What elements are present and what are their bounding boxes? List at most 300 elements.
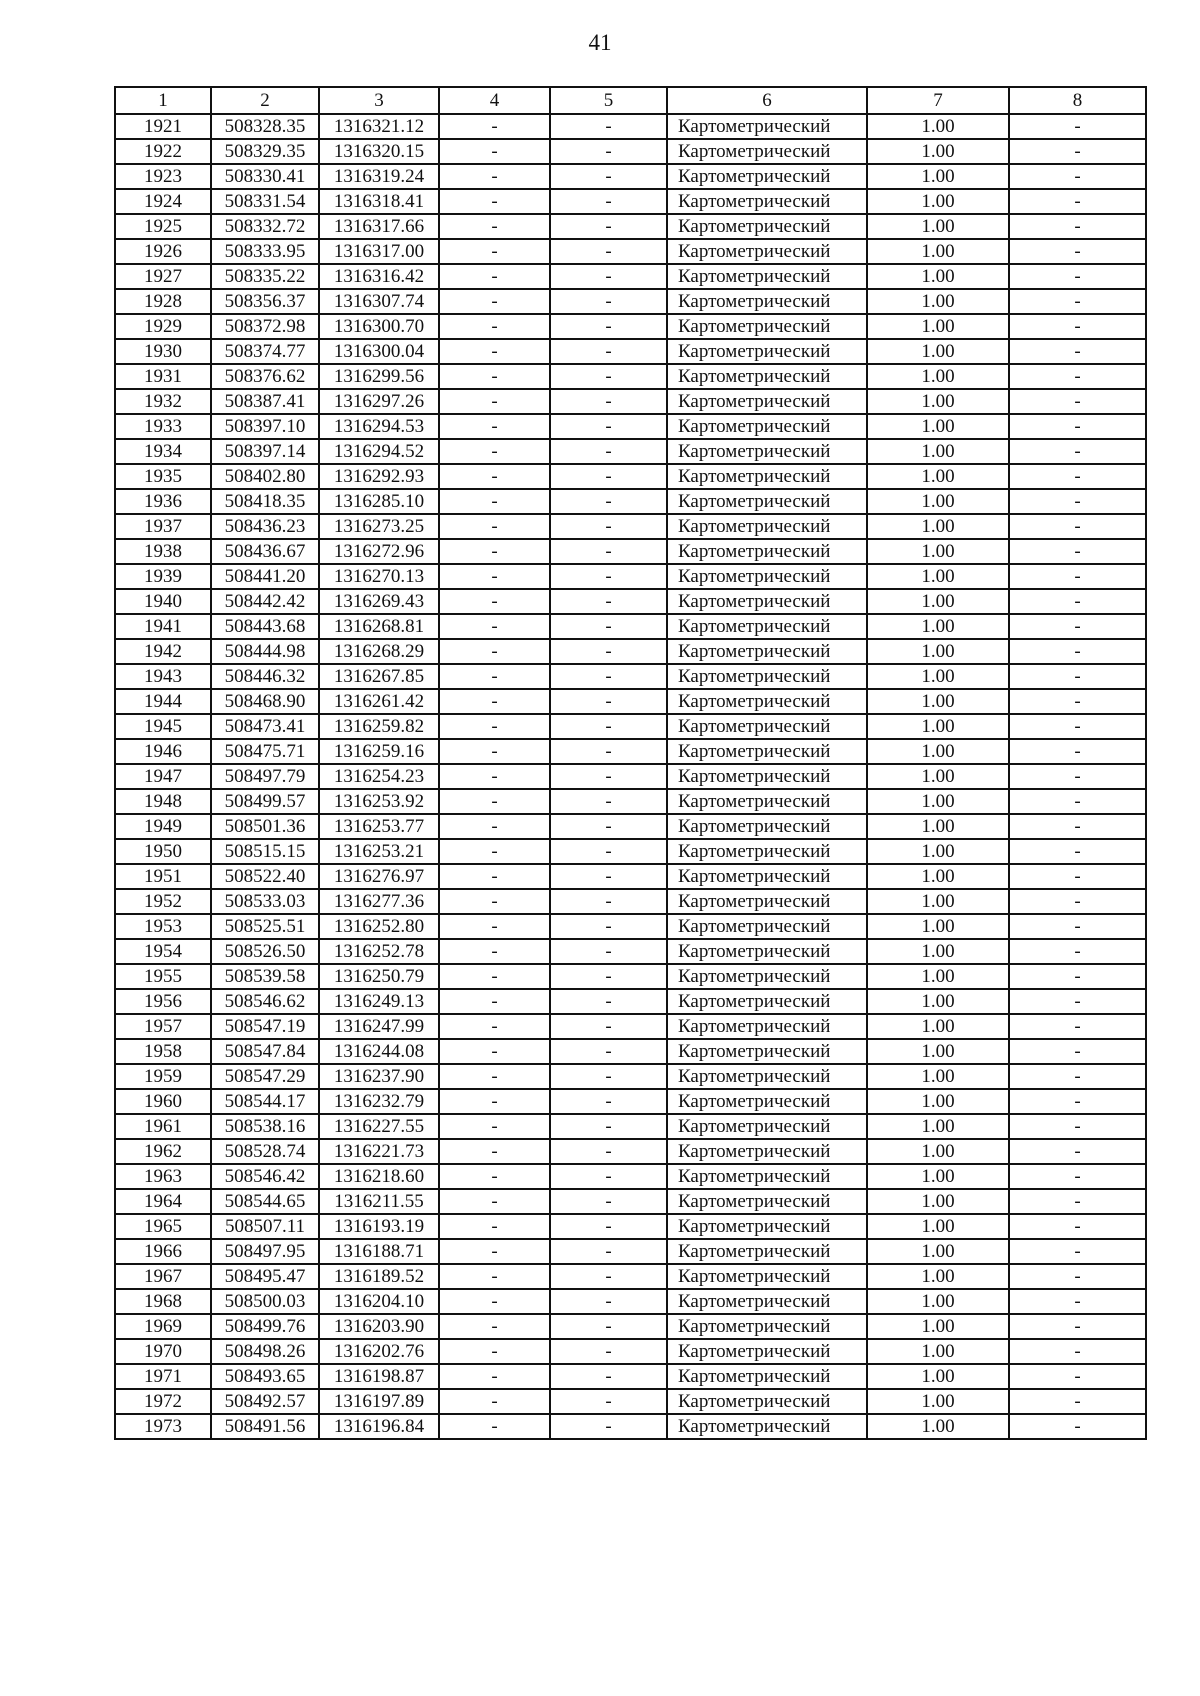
y-coordinate-cell: 1316254.23 [319, 764, 439, 789]
method-cell: Картометрический [667, 1139, 867, 1164]
x-coordinate-cell: 508329.35 [211, 139, 319, 164]
table-row [115, 989, 1146, 1014]
col8-cell: - [1009, 539, 1146, 564]
x-coordinate-cell: 508475.71 [211, 739, 319, 764]
method-cell: Картометрический [667, 1314, 867, 1339]
col4-cell: - [439, 489, 550, 514]
accuracy-cell: 1.00 [867, 839, 1009, 864]
col5-cell: - [550, 564, 667, 589]
col5-cell: - [550, 789, 667, 814]
method-cell: Картометрический [667, 839, 867, 864]
accuracy-cell: 1.00 [867, 889, 1009, 914]
accuracy-cell: 1.00 [867, 664, 1009, 689]
x-coordinate-cell: 508544.65 [211, 1189, 319, 1214]
col8-cell: - [1009, 739, 1146, 764]
col8-cell: - [1009, 1264, 1146, 1289]
point-number-cell: 1970 [115, 1339, 211, 1364]
point-number-cell: 1961 [115, 1114, 211, 1139]
method-cell: Картометрический [667, 214, 867, 239]
method-cell: Картометрический [667, 1114, 867, 1139]
point-number-cell: 1964 [115, 1189, 211, 1214]
point-number-cell: 1936 [115, 489, 211, 514]
accuracy-cell: 1.00 [867, 1064, 1009, 1089]
col5-cell: - [550, 189, 667, 214]
col8-cell: - [1009, 1389, 1146, 1414]
x-coordinate-cell: 508507.11 [211, 1214, 319, 1239]
table-row [115, 764, 1146, 789]
col4-cell: - [439, 114, 550, 139]
point-number-cell: 1955 [115, 964, 211, 989]
x-coordinate-cell: 508402.80 [211, 464, 319, 489]
col8-cell: - [1009, 214, 1146, 239]
col8-cell: - [1009, 839, 1146, 864]
y-coordinate-cell: 1316252.78 [319, 939, 439, 964]
col8-cell: - [1009, 1064, 1146, 1089]
col8-cell: - [1009, 264, 1146, 289]
point-number-cell: 1932 [115, 389, 211, 414]
y-coordinate-cell: 1316237.90 [319, 1064, 439, 1089]
table-row [115, 514, 1146, 539]
col8-cell: - [1009, 789, 1146, 814]
table-row [115, 114, 1146, 139]
col5-cell: - [550, 1214, 667, 1239]
col8-cell: - [1009, 564, 1146, 589]
point-number-cell: 1941 [115, 614, 211, 639]
col5-cell: - [550, 539, 667, 564]
col4-cell: - [439, 714, 550, 739]
method-cell: Картометрический [667, 589, 867, 614]
col8-cell: - [1009, 1314, 1146, 1339]
point-number-cell: 1928 [115, 289, 211, 314]
y-coordinate-cell: 1316247.99 [319, 1014, 439, 1039]
column-header-4: 4 [439, 87, 550, 114]
accuracy-cell: 1.00 [867, 1389, 1009, 1414]
col5-cell: - [550, 1264, 667, 1289]
col4-cell: - [439, 814, 550, 839]
col5-cell: - [550, 139, 667, 164]
y-coordinate-cell: 1316189.52 [319, 1264, 439, 1289]
col5-cell: - [550, 989, 667, 1014]
col4-cell: - [439, 964, 550, 989]
table-row [115, 289, 1146, 314]
col5-cell: - [550, 464, 667, 489]
y-coordinate-cell: 1316259.16 [319, 739, 439, 764]
col4-cell: - [439, 189, 550, 214]
col4-cell: - [439, 1289, 550, 1314]
accuracy-cell: 1.00 [867, 964, 1009, 989]
point-number-cell: 1921 [115, 114, 211, 139]
col8-cell: - [1009, 239, 1146, 264]
col8-cell: - [1009, 764, 1146, 789]
accuracy-cell: 1.00 [867, 1414, 1009, 1439]
accuracy-cell: 1.00 [867, 114, 1009, 139]
col8-cell: - [1009, 114, 1146, 139]
x-coordinate-cell: 508418.35 [211, 489, 319, 514]
method-cell: Картометрический [667, 464, 867, 489]
method-cell: Картометрический [667, 764, 867, 789]
method-cell: Картометрический [667, 639, 867, 664]
table-row [115, 889, 1146, 914]
x-coordinate-cell: 508500.03 [211, 1289, 319, 1314]
y-coordinate-cell: 1316227.55 [319, 1114, 439, 1139]
col5-cell: - [550, 364, 667, 389]
y-coordinate-cell: 1316316.42 [319, 264, 439, 289]
col4-cell: - [439, 1389, 550, 1414]
point-number-cell: 1937 [115, 514, 211, 539]
accuracy-cell: 1.00 [867, 1039, 1009, 1064]
method-cell: Картометрический [667, 189, 867, 214]
col4-cell: - [439, 1114, 550, 1139]
accuracy-cell: 1.00 [867, 1239, 1009, 1264]
method-cell: Картометрический [667, 939, 867, 964]
col5-cell: - [550, 489, 667, 514]
table-row [115, 1089, 1146, 1114]
col4-cell: - [439, 214, 550, 239]
table-row [115, 364, 1146, 389]
table-row [115, 439, 1146, 464]
accuracy-cell: 1.00 [867, 989, 1009, 1014]
table-row [115, 414, 1146, 439]
col8-cell: - [1009, 814, 1146, 839]
accuracy-cell: 1.00 [867, 939, 1009, 964]
x-coordinate-cell: 508547.29 [211, 1064, 319, 1089]
col5-cell: - [550, 639, 667, 664]
col5-cell: - [550, 439, 667, 464]
col8-cell: - [1009, 889, 1146, 914]
method-cell: Картометрический [667, 689, 867, 714]
col5-cell: - [550, 714, 667, 739]
accuracy-cell: 1.00 [867, 1139, 1009, 1164]
table-body [115, 87, 1146, 1439]
accuracy-cell: 1.00 [867, 1289, 1009, 1314]
col5-cell: - [550, 739, 667, 764]
point-number-cell: 1940 [115, 589, 211, 614]
x-coordinate-cell: 508547.19 [211, 1014, 319, 1039]
accuracy-cell: 1.00 [867, 189, 1009, 214]
y-coordinate-cell: 1316253.21 [319, 839, 439, 864]
col4-cell: - [439, 1139, 550, 1164]
table-row [115, 1239, 1146, 1264]
table-row [115, 914, 1146, 939]
col8-cell: - [1009, 439, 1146, 464]
x-coordinate-cell: 508547.84 [211, 1039, 319, 1064]
point-number-cell: 1925 [115, 214, 211, 239]
accuracy-cell: 1.00 [867, 814, 1009, 839]
method-cell: Картометрический [667, 1239, 867, 1264]
col8-cell: - [1009, 664, 1146, 689]
col5-cell: - [550, 1114, 667, 1139]
point-number-cell: 1946 [115, 739, 211, 764]
accuracy-cell: 1.00 [867, 464, 1009, 489]
y-coordinate-cell: 1316276.97 [319, 864, 439, 889]
point-number-cell: 1969 [115, 1314, 211, 1339]
method-cell: Картометрический [667, 914, 867, 939]
col5-cell: - [550, 214, 667, 239]
y-coordinate-cell: 1316204.10 [319, 1289, 439, 1314]
col5-cell: - [550, 914, 667, 939]
method-cell: Картометрический [667, 514, 867, 539]
table-row [115, 1339, 1146, 1364]
point-number-cell: 1959 [115, 1064, 211, 1089]
accuracy-cell: 1.00 [867, 239, 1009, 264]
table-row [115, 1214, 1146, 1239]
table-row [115, 1064, 1146, 1089]
col4-cell: - [439, 1214, 550, 1239]
x-coordinate-cell: 508436.67 [211, 539, 319, 564]
col4-cell: - [439, 1014, 550, 1039]
y-coordinate-cell: 1316261.42 [319, 689, 439, 714]
method-cell: Картометрический [667, 739, 867, 764]
method-cell: Картометрический [667, 364, 867, 389]
x-coordinate-cell: 508372.98 [211, 314, 319, 339]
x-coordinate-cell: 508546.42 [211, 1164, 319, 1189]
method-cell: Картометрический [667, 414, 867, 439]
y-coordinate-cell: 1316253.77 [319, 814, 439, 839]
column-header-1: 1 [115, 87, 211, 114]
coordinates-table [114, 86, 1147, 1440]
x-coordinate-cell: 508444.98 [211, 639, 319, 664]
col5-cell: - [550, 589, 667, 614]
x-coordinate-cell: 508436.23 [211, 514, 319, 539]
y-coordinate-cell: 1316317.00 [319, 239, 439, 264]
x-coordinate-cell: 508495.47 [211, 1264, 319, 1289]
y-coordinate-cell: 1316267.85 [319, 664, 439, 689]
x-coordinate-cell: 508442.42 [211, 589, 319, 614]
col5-cell: - [550, 414, 667, 439]
col8-cell: - [1009, 964, 1146, 989]
accuracy-cell: 1.00 [867, 1364, 1009, 1389]
point-number-cell: 1962 [115, 1139, 211, 1164]
table-row [115, 1039, 1146, 1064]
col4-cell: - [439, 939, 550, 964]
method-cell: Картометрический [667, 1164, 867, 1189]
accuracy-cell: 1.00 [867, 1339, 1009, 1364]
point-number-cell: 1945 [115, 714, 211, 739]
col4-cell: - [439, 1364, 550, 1389]
col4-cell: - [439, 614, 550, 639]
col4-cell: - [439, 339, 550, 364]
col8-cell: - [1009, 489, 1146, 514]
y-coordinate-cell: 1316268.81 [319, 614, 439, 639]
table-row [115, 189, 1146, 214]
col5-cell: - [550, 114, 667, 139]
col4-cell: - [439, 439, 550, 464]
method-cell: Картометрический [667, 439, 867, 464]
method-cell: Картометрический [667, 664, 867, 689]
table-row [115, 164, 1146, 189]
point-number-cell: 1934 [115, 439, 211, 464]
method-cell: Картометрический [667, 889, 867, 914]
col5-cell: - [550, 839, 667, 864]
col5-cell: - [550, 1339, 667, 1364]
y-coordinate-cell: 1316197.89 [319, 1389, 439, 1414]
table-row [115, 1264, 1146, 1289]
point-number-cell: 1953 [115, 914, 211, 939]
col5-cell: - [550, 239, 667, 264]
column-header-6: 6 [667, 87, 867, 114]
col4-cell: - [439, 889, 550, 914]
y-coordinate-cell: 1316218.60 [319, 1164, 439, 1189]
accuracy-cell: 1.00 [867, 1314, 1009, 1339]
table-row [115, 864, 1146, 889]
x-coordinate-cell: 508525.51 [211, 914, 319, 939]
y-coordinate-cell: 1316232.79 [319, 1089, 439, 1114]
col4-cell: - [439, 164, 550, 189]
col5-cell: - [550, 1164, 667, 1189]
col8-cell: - [1009, 314, 1146, 339]
col4-cell: - [439, 664, 550, 689]
table-row [115, 1014, 1146, 1039]
table-row [115, 314, 1146, 339]
table-row [115, 214, 1146, 239]
accuracy-cell: 1.00 [867, 789, 1009, 814]
x-coordinate-cell: 508374.77 [211, 339, 319, 364]
col5-cell: - [550, 1414, 667, 1439]
table-row [115, 689, 1146, 714]
col8-cell: - [1009, 989, 1146, 1014]
col5-cell: - [550, 289, 667, 314]
col4-cell: - [439, 1189, 550, 1214]
x-coordinate-cell: 508499.76 [211, 1314, 319, 1339]
col4-cell: - [439, 564, 550, 589]
column-header-8: 8 [1009, 87, 1146, 114]
y-coordinate-cell: 1316252.80 [319, 914, 439, 939]
col4-cell: - [439, 389, 550, 414]
y-coordinate-cell: 1316196.84 [319, 1414, 439, 1439]
point-number-cell: 1950 [115, 839, 211, 864]
accuracy-cell: 1.00 [867, 639, 1009, 664]
y-coordinate-cell: 1316250.79 [319, 964, 439, 989]
table-row [115, 339, 1146, 364]
accuracy-cell: 1.00 [867, 164, 1009, 189]
col5-cell: - [550, 264, 667, 289]
accuracy-cell: 1.00 [867, 414, 1009, 439]
accuracy-cell: 1.00 [867, 739, 1009, 764]
col4-cell: - [439, 1264, 550, 1289]
table-row [115, 789, 1146, 814]
y-coordinate-cell: 1316244.08 [319, 1039, 439, 1064]
col5-cell: - [550, 664, 667, 689]
col8-cell: - [1009, 1114, 1146, 1139]
col5-cell: - [550, 1389, 667, 1414]
page-number: 41 [588, 30, 612, 55]
col8-cell: - [1009, 689, 1146, 714]
table-row [115, 264, 1146, 289]
accuracy-cell: 1.00 [867, 1089, 1009, 1114]
point-number-cell: 1963 [115, 1164, 211, 1189]
y-coordinate-cell: 1316253.92 [319, 789, 439, 814]
accuracy-cell: 1.00 [867, 439, 1009, 464]
point-number-cell: 1922 [115, 139, 211, 164]
table-row [115, 939, 1146, 964]
col4-cell: - [439, 139, 550, 164]
point-number-cell: 1951 [115, 864, 211, 889]
x-coordinate-cell: 508515.15 [211, 839, 319, 864]
col8-cell: - [1009, 464, 1146, 489]
table-row [115, 714, 1146, 739]
method-cell: Картометрический [667, 1064, 867, 1089]
y-coordinate-cell: 1316221.73 [319, 1139, 439, 1164]
point-number-cell: 1960 [115, 1089, 211, 1114]
col5-cell: - [550, 1314, 667, 1339]
table-row [115, 539, 1146, 564]
y-coordinate-cell: 1316193.19 [319, 1214, 439, 1239]
col5-cell: - [550, 514, 667, 539]
y-coordinate-cell: 1316285.10 [319, 489, 439, 514]
col8-cell: - [1009, 1214, 1146, 1239]
col8-cell: - [1009, 939, 1146, 964]
col8-cell: - [1009, 414, 1146, 439]
col5-cell: - [550, 1289, 667, 1314]
table-row [115, 489, 1146, 514]
y-coordinate-cell: 1316300.04 [319, 339, 439, 364]
col5-cell: - [550, 1039, 667, 1064]
col5-cell: - [550, 389, 667, 414]
point-number-cell: 1923 [115, 164, 211, 189]
y-coordinate-cell: 1316297.26 [319, 389, 439, 414]
column-header-7: 7 [867, 87, 1009, 114]
col5-cell: - [550, 314, 667, 339]
col8-cell: - [1009, 289, 1146, 314]
y-coordinate-cell: 1316259.82 [319, 714, 439, 739]
col4-cell: - [439, 1339, 550, 1364]
y-coordinate-cell: 1316268.29 [319, 639, 439, 664]
x-coordinate-cell: 508328.35 [211, 114, 319, 139]
point-number-cell: 1948 [115, 789, 211, 814]
method-cell: Картометрический [667, 1414, 867, 1439]
point-number-cell: 1944 [115, 689, 211, 714]
method-cell: Картометрический [667, 1389, 867, 1414]
x-coordinate-cell: 508493.65 [211, 1364, 319, 1389]
table-row [115, 389, 1146, 414]
col5-cell: - [550, 614, 667, 639]
col4-cell: - [439, 989, 550, 1014]
table-row [115, 1389, 1146, 1414]
y-coordinate-cell: 1316299.56 [319, 364, 439, 389]
col8-cell: - [1009, 164, 1146, 189]
y-coordinate-cell: 1316321.12 [319, 114, 439, 139]
method-cell: Картометрический [667, 564, 867, 589]
col4-cell: - [439, 1089, 550, 1114]
method-cell: Картометрический [667, 389, 867, 414]
col5-cell: - [550, 964, 667, 989]
x-coordinate-cell: 508446.32 [211, 664, 319, 689]
accuracy-cell: 1.00 [867, 1189, 1009, 1214]
x-coordinate-cell: 508473.41 [211, 714, 319, 739]
table-row [115, 1314, 1146, 1339]
accuracy-cell: 1.00 [867, 539, 1009, 564]
table-row [115, 1289, 1146, 1314]
method-cell: Картометрический [667, 1364, 867, 1389]
point-number-cell: 1952 [115, 889, 211, 914]
accuracy-cell: 1.00 [867, 689, 1009, 714]
col4-cell: - [439, 1064, 550, 1089]
col8-cell: - [1009, 514, 1146, 539]
col8-cell: - [1009, 1089, 1146, 1114]
col8-cell: - [1009, 389, 1146, 414]
x-coordinate-cell: 508544.17 [211, 1089, 319, 1114]
point-number-cell: 1956 [115, 989, 211, 1014]
x-coordinate-cell: 508332.72 [211, 214, 319, 239]
table-row [115, 564, 1146, 589]
point-number-cell: 1958 [115, 1039, 211, 1064]
col5-cell: - [550, 1189, 667, 1214]
accuracy-cell: 1.00 [867, 764, 1009, 789]
col8-cell: - [1009, 589, 1146, 614]
accuracy-cell: 1.00 [867, 1014, 1009, 1039]
table-header-row [115, 87, 1146, 114]
table-row [115, 964, 1146, 989]
